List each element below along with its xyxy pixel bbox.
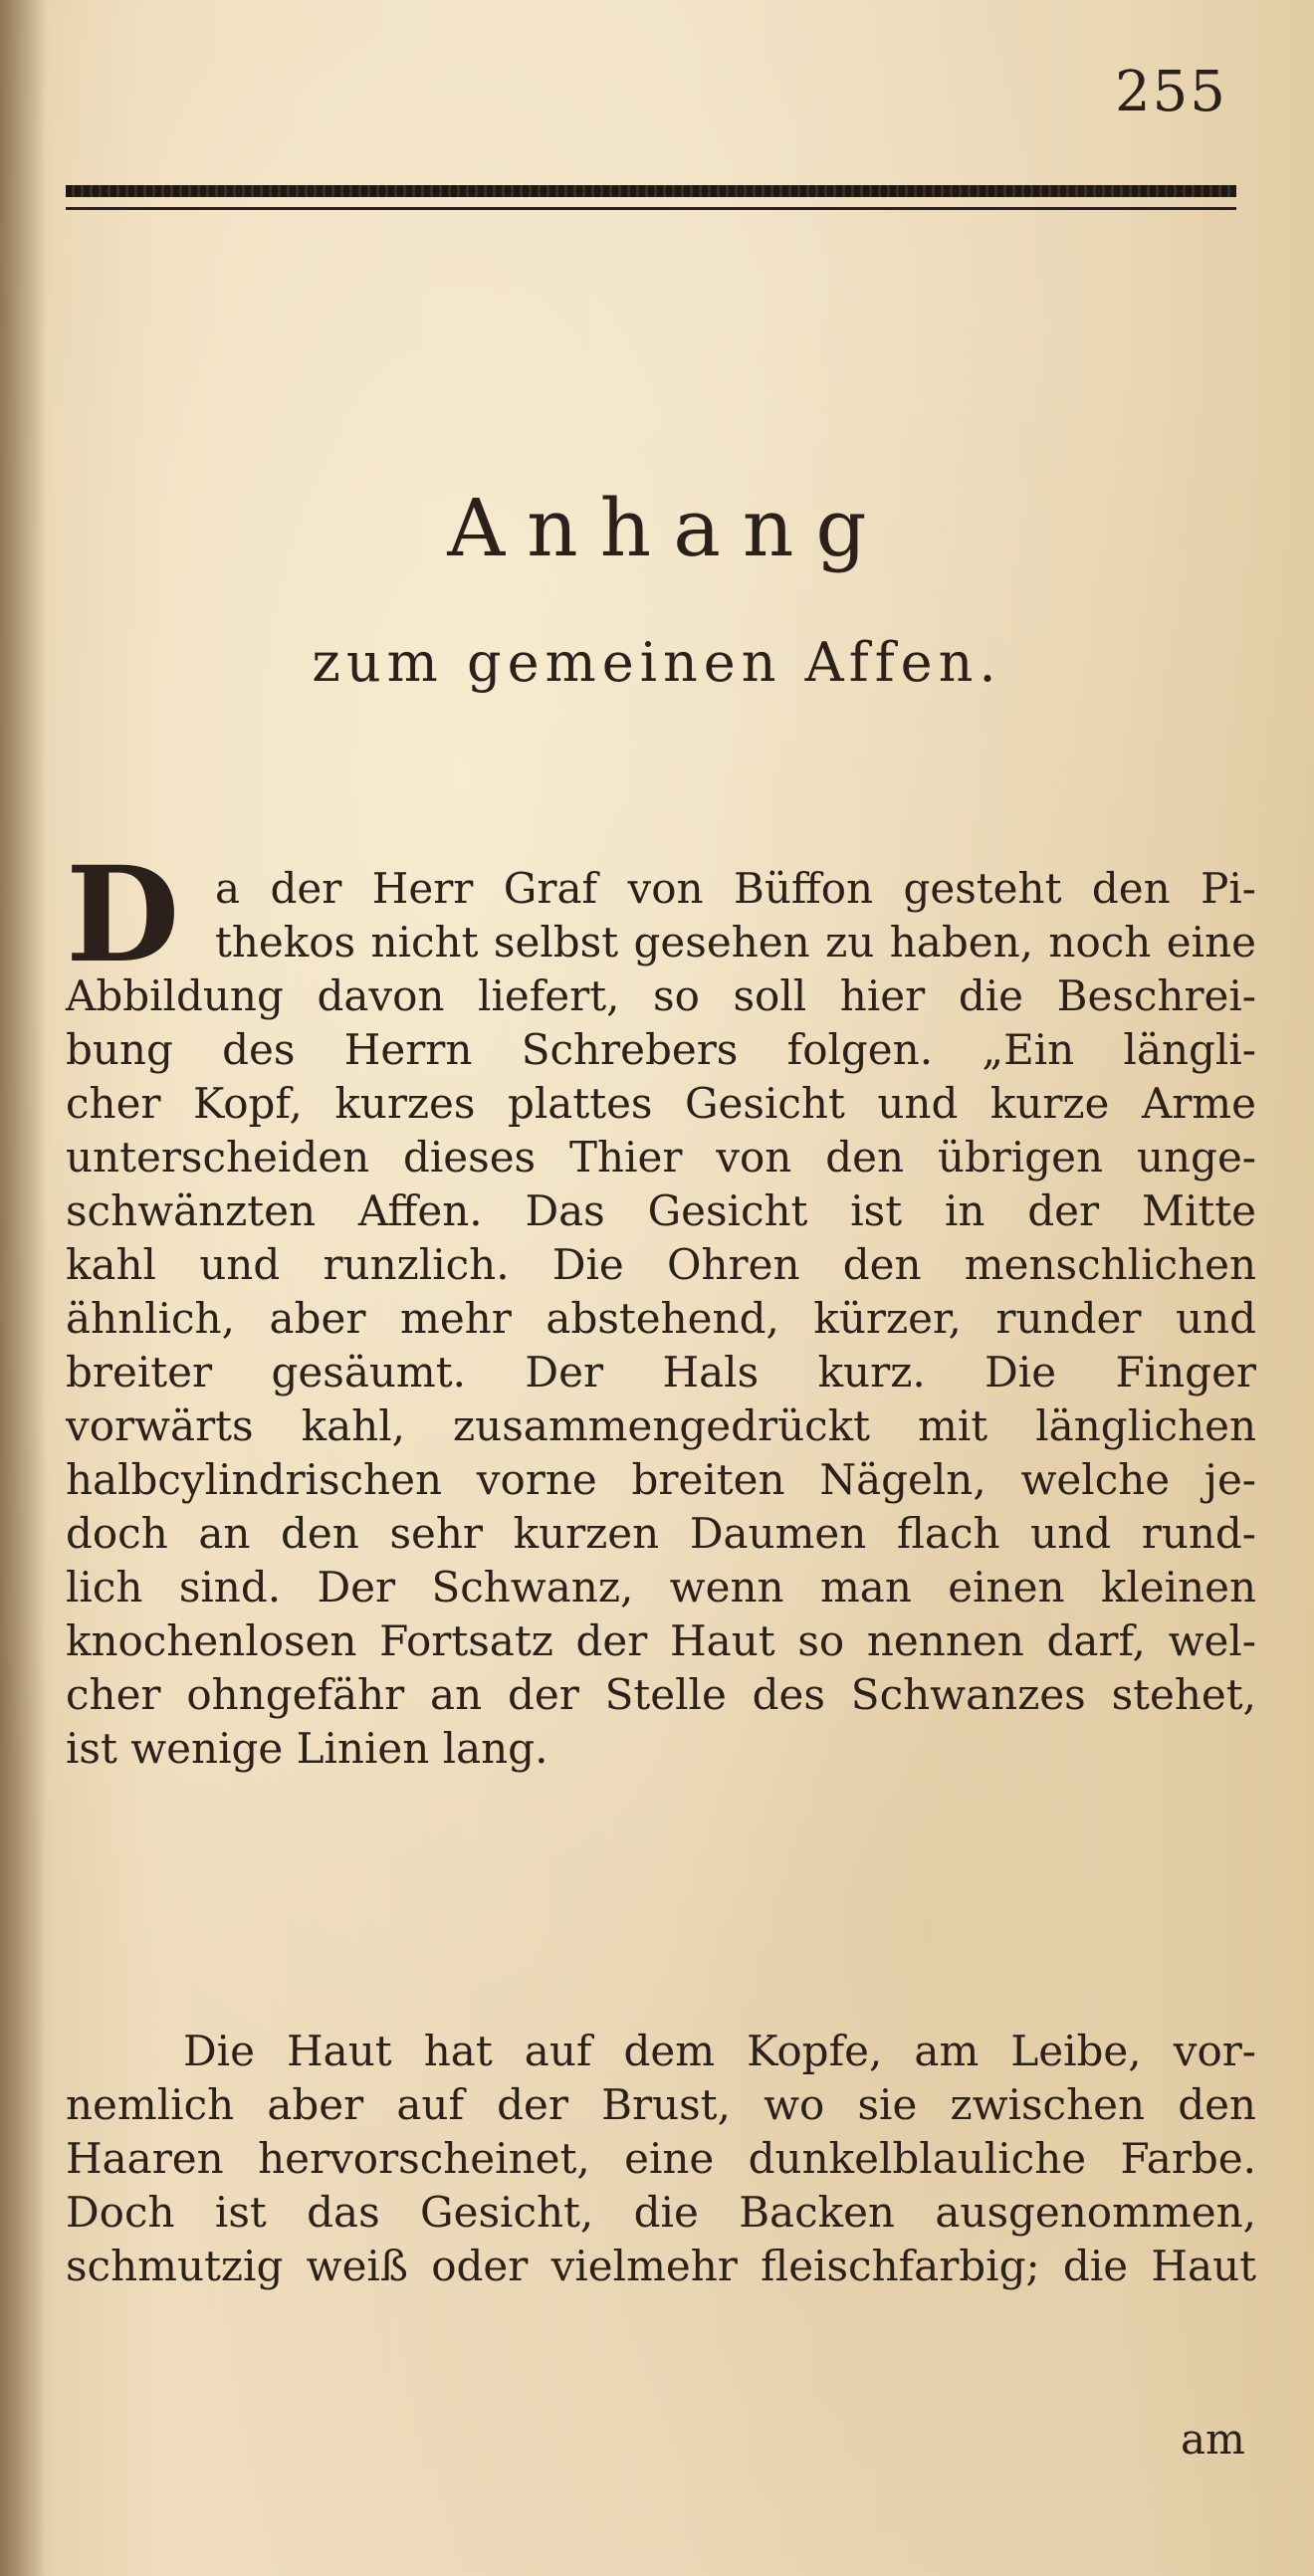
page-gutter-shadow — [0, 0, 46, 2576]
text-line: schmutzig weiß oder vielmehr fleischfarbig; die Haut — [66, 2242, 1256, 2290]
paragraph-2 — [66, 2025, 1256, 2293]
text-line: doch an den sehr kurzen Daumen flach und rund- — [66, 1509, 1256, 1558]
page-number: 255 — [1115, 60, 1227, 124]
text-line: knochenlosen Fortsatz der Haut so nennen darf, wel- — [66, 1616, 1256, 1665]
text-line: Die Haut hat auf dem Kopfe, am Leibe, vor- — [183, 2027, 1256, 2075]
first-lines-with-dropcap — [66, 838, 1256, 992]
text-line: Haaren hervorscheinet, eine dunkelblauliche Farbe. — [66, 2134, 1256, 2183]
text-line: thekos nicht selbst gesehen zu haben, noch eine — [215, 918, 1256, 966]
text-line: ist wenige Linien lang. — [66, 1724, 548, 1773]
text-line: cher ohngefähr an der Stelle des Schwanzes stehet, — [66, 1670, 1256, 1719]
text-line: halbcylindrischen vorne breiten Nägeln, welche je- — [66, 1455, 1256, 1504]
drop-cap: D — [66, 838, 180, 992]
ornamental-rule — [66, 185, 1236, 197]
text-line: breiter gesäumt. Der Hals kurz. Die Finger — [66, 1348, 1256, 1396]
text-line: lich sind. Der Schwanz, wenn man einen kleinen — [66, 1563, 1256, 1611]
paragraph-1 — [66, 838, 1256, 1776]
text-line: vorwärts kahl, zusammengedrückt mit länglichen — [66, 1401, 1256, 1450]
text-line: cher Kopf, kurzes plattes Gesicht und kurze Arme — [66, 1079, 1256, 1128]
catchword: am — [1181, 2415, 1245, 2464]
text-line: schwänzten Affen. Das Gesicht ist in der Mitte — [66, 1186, 1256, 1235]
header-rule — [66, 207, 1236, 210]
section-subtitle: zum gemeinen Affen. — [312, 631, 1002, 694]
text-line: nemlich aber auf der Brust, wo sie zwischen den — [66, 2080, 1256, 2129]
text-line: Abbildung davon liefert, so soll hier die Beschrei- — [66, 971, 1256, 1020]
text-line: a der Herr Graf von Büffon gesteht den Pi- — [215, 864, 1256, 913]
section-title: Anhang — [447, 482, 889, 574]
text-line: unterscheiden dieses Thier von den übrigen unge- — [66, 1133, 1256, 1181]
text-line: bung des Herrn Schrebers folgen. „Ein längli- — [66, 1025, 1256, 1074]
text-line: Doch ist das Gesicht, die Backen ausgenommen, — [66, 2188, 1256, 2237]
text-line: kahl und runzlich. Die Ohren den menschlichen — [66, 1240, 1256, 1289]
text-line: ähnlich, aber mehr abstehend, kürzer, runder und — [66, 1294, 1256, 1343]
